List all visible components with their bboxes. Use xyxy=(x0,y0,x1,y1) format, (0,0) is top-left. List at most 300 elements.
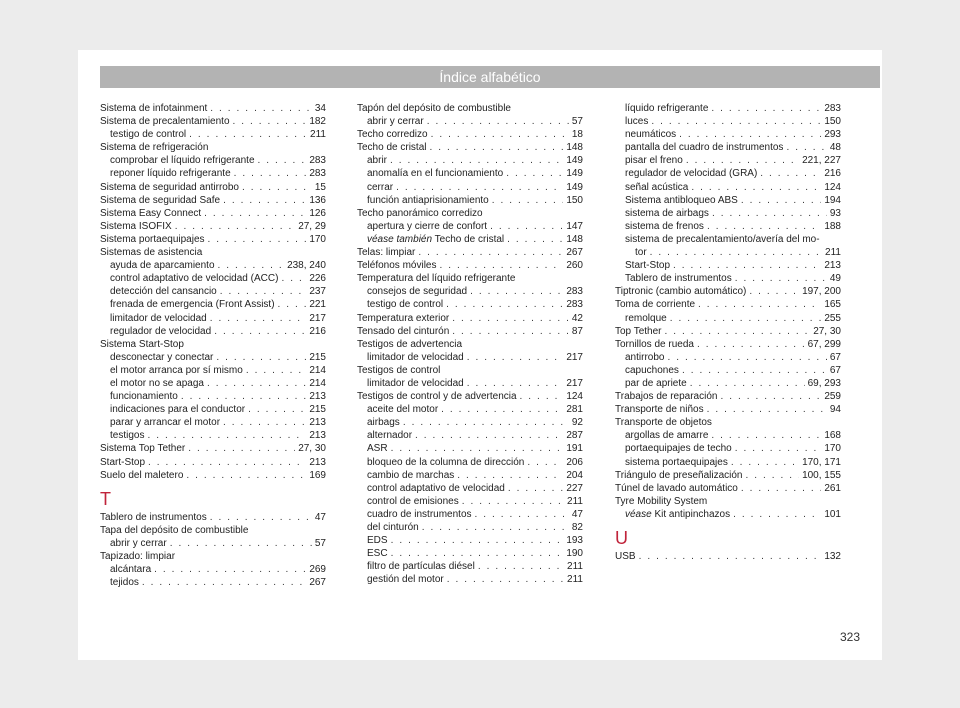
index-entry xyxy=(100,298,326,311)
leader-dots xyxy=(467,377,564,390)
entry-page-ref: 67, 299 xyxy=(807,338,841,350)
leader-dots xyxy=(490,220,563,233)
entry-term xyxy=(615,403,704,416)
entry-page-ref: 226 xyxy=(309,273,326,285)
entry-term xyxy=(635,246,647,259)
entry-term xyxy=(367,220,487,233)
entry-term xyxy=(625,154,683,167)
entry-term xyxy=(110,167,231,180)
index-entry xyxy=(357,521,583,534)
entry-term xyxy=(110,364,243,377)
leader-dots xyxy=(210,511,312,524)
entry-page-ref: 100, 155 xyxy=(802,469,841,481)
index-entry xyxy=(357,128,583,141)
entry-term xyxy=(367,181,393,194)
index-entry xyxy=(615,364,841,377)
leader-dots xyxy=(506,167,563,180)
entry-page-ref: 87 xyxy=(571,325,583,337)
entry-text: anomalía en el funcionamiento xyxy=(367,168,504,180)
entry-page-ref: 168 xyxy=(824,430,841,442)
entry-term xyxy=(625,102,708,115)
entry-text: Sistema de seguridad antirrobo xyxy=(100,181,239,193)
entry-page-ref: 147 xyxy=(566,220,583,232)
entry-page-ref: 283 xyxy=(309,155,326,167)
index-entry xyxy=(100,181,326,194)
entry-page-ref: 182 xyxy=(309,116,326,128)
entry-text: frenada de emergencia (Front Assist) xyxy=(110,299,275,311)
index-entry xyxy=(615,442,841,455)
entry-term xyxy=(110,416,220,429)
entry-text: función antiaprisionamiento xyxy=(367,194,489,206)
leader-dots xyxy=(447,573,564,586)
leader-dots xyxy=(650,246,822,259)
entry-text: limitador de velocidad xyxy=(367,377,464,389)
entry-term xyxy=(110,403,245,416)
entry-page-ref: 221, 227 xyxy=(802,155,841,167)
entry-text: remolque xyxy=(625,312,667,324)
page-header: Índice alfabético xyxy=(100,66,880,88)
leader-dots xyxy=(639,550,822,563)
leader-dots xyxy=(281,272,306,285)
leader-dots xyxy=(175,220,296,233)
entry-page-ref: 194 xyxy=(824,194,841,206)
index-entry: Transporte de objetos xyxy=(615,417,712,429)
entry-page-ref: 124 xyxy=(824,181,841,193)
index-entry xyxy=(357,429,583,442)
leader-dots xyxy=(403,416,569,429)
index-entry xyxy=(100,128,326,141)
entry-page-ref: 283 xyxy=(824,103,841,114)
leader-dots xyxy=(682,364,827,377)
index-entry xyxy=(357,469,583,482)
entry-term xyxy=(367,351,464,364)
entry-text: Sistema de infotainment xyxy=(100,103,208,114)
entry-term xyxy=(357,312,449,325)
entry-term xyxy=(110,563,151,576)
leader-dots xyxy=(720,390,821,403)
entry-text: par de apriete xyxy=(625,377,687,389)
entry-term xyxy=(615,298,695,311)
entry-text: ASR xyxy=(367,443,388,455)
leader-dots xyxy=(207,377,306,390)
entry-page-ref: 213 xyxy=(309,456,326,468)
entry-text: control adaptativo de velocidad (ACC) xyxy=(110,273,279,285)
entry-text: funcionamiento xyxy=(110,391,178,403)
entry-page-ref: 126 xyxy=(309,207,326,219)
entry-term xyxy=(110,429,144,442)
entry-page-ref: 227 xyxy=(566,482,583,494)
entry-page-ref: 213 xyxy=(824,260,841,272)
entry-term xyxy=(615,338,694,351)
entry-text: ESC xyxy=(367,548,388,560)
index-entry xyxy=(615,194,841,207)
leader-dots xyxy=(218,259,285,272)
entry-term xyxy=(625,220,704,233)
index-entry xyxy=(100,429,326,442)
leader-dots xyxy=(741,194,821,207)
leader-dots xyxy=(258,154,307,167)
entry-text: Triángulo de preseñalización xyxy=(615,469,743,481)
index-entry xyxy=(100,325,326,338)
index-entry xyxy=(100,442,326,455)
leader-dots xyxy=(746,469,800,482)
index-entry xyxy=(100,115,326,128)
entry-text: cambio de marchas xyxy=(367,469,455,481)
leader-dots xyxy=(210,312,307,325)
entry-text: Sistema ISOFIX xyxy=(100,220,172,232)
leader-dots xyxy=(204,207,306,220)
leader-dots xyxy=(478,560,564,573)
leader-dots xyxy=(707,220,821,233)
entry-text: Sistema antibloqueo ABS xyxy=(625,194,738,206)
entry-page-ref: 170, 171 xyxy=(802,456,841,468)
index-entry xyxy=(100,102,326,115)
entry-page-ref: 92 xyxy=(571,417,583,429)
entry-page-ref: 150 xyxy=(824,116,841,128)
index-entry xyxy=(357,181,583,194)
entry-term xyxy=(367,377,464,390)
index-entry xyxy=(100,364,326,377)
index-entry: sistema de precalentamiento/avería del mo- xyxy=(625,233,820,245)
entry-text: Testigos de control y de advertencia xyxy=(357,391,517,403)
entry-text: Tablero de instrumentos xyxy=(625,273,732,285)
entry-page-ref: 57 xyxy=(314,537,326,549)
entry-page-ref: 259 xyxy=(824,391,841,403)
entry-text: Temperatura exterior xyxy=(357,312,450,324)
index-entry xyxy=(615,141,841,154)
leader-dots xyxy=(711,429,821,442)
leader-dots xyxy=(223,416,306,429)
entry-term xyxy=(367,285,467,298)
leader-dots xyxy=(508,482,563,495)
index-entry xyxy=(100,272,326,285)
leader-dots xyxy=(186,469,306,482)
entry-term xyxy=(367,167,503,180)
entry-term xyxy=(110,128,186,141)
index-entry xyxy=(357,298,583,311)
index-entry xyxy=(357,285,583,298)
entry-page-ref: 57 xyxy=(571,116,583,128)
entry-term xyxy=(615,390,717,403)
index-entry xyxy=(357,259,583,272)
index-entry xyxy=(615,285,841,298)
index-entry xyxy=(615,429,841,442)
leader-dots xyxy=(233,115,307,128)
index-entry xyxy=(357,442,583,455)
entry-term xyxy=(110,259,215,272)
index-entry xyxy=(357,403,583,416)
leader-dots xyxy=(698,298,821,311)
entry-text: Start-Stop xyxy=(625,260,671,272)
leader-dots xyxy=(452,312,569,325)
index-entry xyxy=(357,233,583,246)
index-entry xyxy=(100,207,326,220)
leader-dots xyxy=(665,325,811,338)
entry-term xyxy=(615,469,743,482)
entry-term xyxy=(367,429,412,442)
entry-term xyxy=(367,115,424,128)
index-entry xyxy=(357,508,583,521)
entry-term xyxy=(110,285,217,298)
index-entry xyxy=(357,573,583,586)
entry-term xyxy=(367,154,387,167)
entry-term xyxy=(110,312,207,325)
entry-page-ref: 211 xyxy=(825,247,841,259)
entry-page-ref: 238, 240 xyxy=(287,260,326,272)
leader-dots xyxy=(234,167,307,180)
entry-page-ref: 221 xyxy=(309,299,326,311)
entry-term xyxy=(367,456,524,469)
entry-term xyxy=(357,325,449,338)
entry-page-ref: 281 xyxy=(566,404,583,416)
entry-page-ref: 150 xyxy=(566,194,583,206)
entry-text: testigos xyxy=(110,430,145,442)
index-entry xyxy=(615,469,841,482)
entry-text: Techo de cristal xyxy=(434,233,505,245)
entry-term xyxy=(625,181,688,194)
entry-text: Transporte de niños xyxy=(615,404,704,416)
leader-dots xyxy=(733,508,821,521)
entry-term xyxy=(367,534,388,547)
index-entry xyxy=(100,220,326,233)
entry-text: sistema de airbags xyxy=(625,207,709,219)
index-entry xyxy=(615,167,841,180)
leader-dots xyxy=(686,154,799,167)
index-entry xyxy=(357,325,583,338)
entry-term xyxy=(367,482,505,495)
section-letter: U xyxy=(615,528,628,548)
leader-dots xyxy=(475,508,569,521)
index-entry xyxy=(100,312,326,325)
entry-page-ref: 261 xyxy=(824,482,841,494)
leader-dots xyxy=(731,456,799,469)
entry-text: Start-Stop xyxy=(100,456,146,468)
entry-term xyxy=(625,194,738,207)
entry-page-ref: 211 xyxy=(567,574,583,586)
section-letter: T xyxy=(100,488,111,509)
index-entry xyxy=(615,377,841,390)
entry-text: parar y arrancar el motor xyxy=(110,417,221,429)
leader-dots xyxy=(470,285,563,298)
entry-text: Túnel de lavado automático xyxy=(615,482,738,494)
entry-term xyxy=(625,429,708,442)
entry-page-ref: 170 xyxy=(824,443,841,455)
leader-dots xyxy=(690,377,805,390)
leader-dots xyxy=(431,128,569,141)
entry-page-ref: 188 xyxy=(824,220,841,232)
entry-term xyxy=(100,181,239,194)
entry-text: líquido refrigerante xyxy=(625,103,709,114)
entry-term xyxy=(625,364,679,377)
entry-term xyxy=(625,442,732,455)
entry-text: Top Tether xyxy=(615,325,662,337)
entry-text: consejos de seguridad xyxy=(367,286,468,298)
entry-text: aceite del motor xyxy=(367,404,439,416)
entry-term xyxy=(367,547,388,560)
index-entry xyxy=(615,207,841,220)
entry-page-ref: 34 xyxy=(314,103,326,114)
index-column-2 xyxy=(357,102,583,586)
entry-term xyxy=(367,442,388,455)
entry-page-ref: 15 xyxy=(314,181,326,193)
entry-page-ref: 82 xyxy=(571,522,583,533)
leader-dots xyxy=(651,115,821,128)
entry-text: el motor arranca por sí mismo xyxy=(110,364,243,376)
entry-page-ref: 42 xyxy=(571,312,583,324)
entry-page-ref: 216 xyxy=(309,325,326,337)
entry-text: apertura y cierre de confort xyxy=(367,220,488,232)
leader-dots xyxy=(223,194,306,207)
index-entry xyxy=(100,285,326,298)
entry-page-ref: 204 xyxy=(566,469,583,481)
entry-page-ref: 169 xyxy=(309,469,326,481)
leader-dots xyxy=(439,259,563,272)
entry-page-ref: 27, 30 xyxy=(813,325,841,337)
index-entry xyxy=(357,416,583,429)
entry-text: antirrobo xyxy=(625,351,665,363)
entry-text: Trabajos de reparación xyxy=(615,391,718,403)
entry-term xyxy=(110,154,255,167)
index-entry xyxy=(357,534,583,547)
leader-dots xyxy=(452,325,569,338)
leader-dots xyxy=(492,194,564,207)
entry-term xyxy=(367,469,454,482)
entry-term xyxy=(100,442,185,455)
leader-dots xyxy=(248,403,306,416)
leader-dots xyxy=(749,285,799,298)
leader-dots xyxy=(210,102,312,115)
index-entry xyxy=(357,377,583,390)
entry-term xyxy=(367,194,489,207)
leader-dots xyxy=(170,537,312,550)
entry-text: alcántara xyxy=(110,564,152,576)
leader-dots xyxy=(391,442,564,455)
entry-page-ref: 67 xyxy=(829,364,841,376)
entry-text: sistema de frenos xyxy=(625,220,704,232)
index-entry xyxy=(100,259,326,272)
entry-term xyxy=(110,390,178,403)
entry-page-ref: 283 xyxy=(566,286,583,298)
entry-text: pisar el freno xyxy=(625,155,683,167)
leader-dots xyxy=(507,233,563,246)
entry-text: sistema portaequipajes xyxy=(625,456,728,468)
entry-page-ref: 148 xyxy=(566,142,583,154)
entry-term xyxy=(625,128,676,141)
entry-term xyxy=(357,390,517,403)
entry-term xyxy=(110,298,275,311)
entry-page-ref: 293 xyxy=(824,129,841,141)
entry-text: capuchones xyxy=(625,364,679,376)
entry-term xyxy=(110,576,139,589)
entry-page-ref: 215 xyxy=(309,351,326,363)
entry-text: control de emisiones xyxy=(367,495,459,507)
index-entry xyxy=(100,377,326,390)
entry-text: Teléfonos móviles xyxy=(357,260,437,272)
entry-term xyxy=(100,233,205,246)
entry-page-ref: 206 xyxy=(566,456,583,468)
entry-page-ref: 197, 200 xyxy=(802,286,841,298)
entry-term xyxy=(100,469,183,482)
leader-dots xyxy=(457,469,563,482)
entry-term xyxy=(625,141,783,154)
entry-page-ref: 269 xyxy=(309,564,326,576)
entry-term xyxy=(100,220,172,233)
page-number: 323 xyxy=(839,630,860,644)
entry-text: ayuda de aparcamiento xyxy=(110,260,215,272)
leader-dots xyxy=(712,207,827,220)
entry-term xyxy=(100,207,201,220)
entry-page-ref: 213 xyxy=(309,391,326,403)
entry-term xyxy=(625,312,667,325)
leader-dots xyxy=(390,154,563,167)
entry-page-ref: 211 xyxy=(567,561,583,573)
entry-page-ref: 48 xyxy=(829,142,841,154)
index-entry xyxy=(615,181,841,194)
index-entry xyxy=(100,167,326,180)
entry-term xyxy=(100,194,220,207)
entry-text: alternador xyxy=(367,430,413,442)
leader-dots xyxy=(242,181,312,194)
entry-term xyxy=(100,102,207,115)
index-entry xyxy=(615,508,841,521)
index-entry xyxy=(615,403,841,416)
entry-text: Sistema de precalentamiento xyxy=(100,116,230,128)
entry-term xyxy=(615,482,738,495)
entry-page-ref: 211 xyxy=(567,495,583,507)
entry-text: señal acústica xyxy=(625,181,689,193)
index-entry xyxy=(100,511,326,524)
entry-text: airbags xyxy=(367,417,400,429)
entry-page-ref: 255 xyxy=(824,312,841,324)
entry-term xyxy=(100,511,207,524)
index-entry xyxy=(615,246,841,259)
entry-page-ref: 287 xyxy=(566,430,583,442)
index-entry xyxy=(615,325,841,338)
entry-page-ref: 283 xyxy=(309,168,326,180)
leader-dots xyxy=(527,456,563,469)
entry-text: gestión del motor xyxy=(367,574,444,586)
entry-text: Sistema Top Tether xyxy=(100,443,186,455)
leader-dots xyxy=(216,351,306,364)
entry-text: pantalla del cuadro de instrumentos xyxy=(625,142,784,154)
index-entry xyxy=(615,550,841,563)
index-entry xyxy=(615,259,841,272)
entry-page-ref: 213 xyxy=(309,430,326,442)
entry-text: el motor no se apaga xyxy=(110,377,204,389)
entry-page-ref: 149 xyxy=(566,168,583,180)
index-entry: Sistema Start-Stop xyxy=(100,338,184,350)
entry-page-ref: 217 xyxy=(566,351,583,363)
index-entry xyxy=(100,403,326,416)
entry-page-ref: 27, 30 xyxy=(298,443,326,455)
index-column-3 xyxy=(615,102,841,563)
entry-text: regulador de velocidad (GRA) xyxy=(625,168,758,180)
entry-text: testigo de control xyxy=(367,299,444,311)
index-entry: Testigos de advertencia xyxy=(357,338,463,350)
index-entry xyxy=(615,128,841,141)
entry-term xyxy=(625,115,648,128)
leader-dots xyxy=(462,495,564,508)
entry-text: Tablero de instrumentos xyxy=(100,511,207,523)
entry-page-ref: 93 xyxy=(829,207,841,219)
index-entry xyxy=(615,338,841,351)
index-entry xyxy=(615,390,841,403)
entry-page-ref: 18 xyxy=(571,129,583,141)
entry-text: cuadro de instrumentos xyxy=(367,508,472,520)
index-entry xyxy=(615,154,841,167)
index-entry xyxy=(100,390,326,403)
entry-page-ref: 49 xyxy=(829,273,841,285)
